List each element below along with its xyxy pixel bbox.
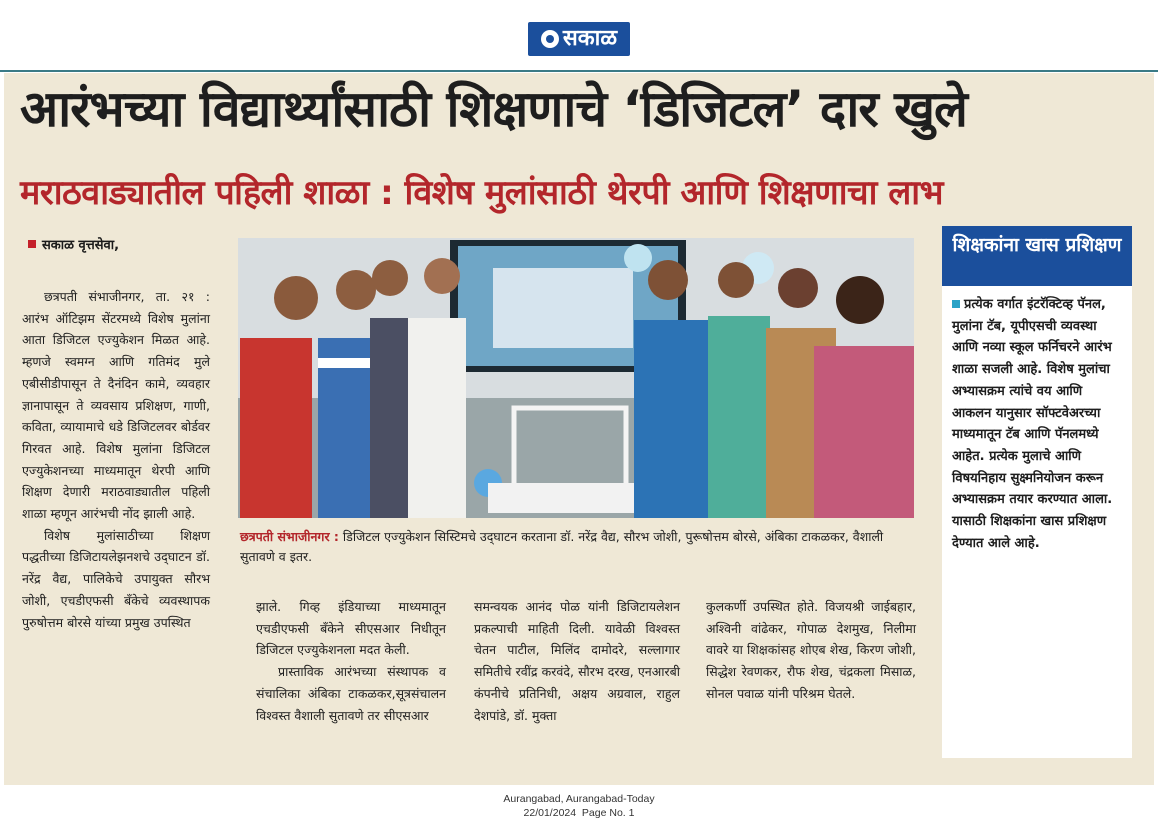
- byline-text: सकाळ वृत्तसेवा,: [42, 238, 120, 253]
- sidebar-body: [942, 286, 1132, 554]
- headline: आरंभच्या विद्यार्थ्यांसाठी शिक्षणाचे ‘डिजिटल’ दार खुले: [20, 80, 967, 138]
- page-footer: [0, 792, 1158, 820]
- photo-caption: [240, 527, 910, 567]
- logo-text: सकाळ: [562, 26, 618, 51]
- footer-edition: Aurangabad, Aurangabad-Today: [503, 793, 655, 805]
- article-column-1: [22, 286, 210, 633]
- sidebar-text: प्रत्येक वर्गात इंटरॅक्टिव्ह पॅनल, मुलांना टॅब, यूपीएसची व्यवस्था आणि नव्या स्कूल फर्निचरने आरंभ शाळा सजली आहे. विशेष मुलांचा अभ्यासक्रम त्यांचे वय आणि आकलन यानुसार सॉफ्टवेअरच्या माध्यमातून टॅब आणि पॅनलमध्ये आहेत. प्रत्येक मुलाचे आणि विषयनिहाय सुक्ष्मनियोजन करून अभ्यासक्रम तयार करण्यात आला. यासाठी शिक्षकांना खास प्रशिक्षण देण्यात आले आहे.: [952, 297, 1113, 551]
- sidebar-title: शिक्षकांना खास प्रशिक्षण: [942, 226, 1132, 286]
- article-column-4: [706, 596, 916, 705]
- masthead-rule: [0, 70, 1158, 72]
- event-photo: [238, 238, 914, 518]
- article-column-2: [256, 596, 446, 726]
- paragraph: समन्वयक आनंद पोळ यांनी डिजिटायलेशन प्रकल्पाची माहिती दिली. यावेळी विश्वस्त चेतन पाटील, मिलिंद दामोदरे, सल्लागार समितीचे रवींद्र करवंदे, सौरभ दरख, एनआरबी कंपनीचे प्रतिनिधी, अक्षय अग्रवाल, राहुल देशपांडे, डॉ. मुक्ता: [474, 599, 680, 723]
- subheadline: मराठवाड्यातील पहिली शाळा : विशेष मुलांसाठी थेरपी आणि शिक्षणाचा लाभ: [20, 173, 943, 213]
- paragraph: विशेष मुलांसाठीच्या शिक्षण पद्धतीच्या डिजिटायलेझनशचे उद्‍घाटन डॉ. नरेंद्र वैद्य, पालिकेचे उपायुक्त सौरभ जोशी, एचडीएफसी बँकेचे व्यवस्थापक पुरुषोत्तम बोरसे यांच्या प्रमुख उपस्थित: [22, 527, 210, 630]
- paragraph: छत्रपती संभाजीनगर, ता. २१ : आरंभ ऑटिझम सेंटरमध्ये विशेष मुलांना आता डिजिटल एज्युकेशन मिळत आहे. म्हणजे स्वमग्न आणि गतिमंद मुले एबीसीडीपासून ते दैनंदिन कामे, व्यवहार ज्ञानापासून ते व्यवसाय प्रशिक्षण, गाणी, कविता, व्यायामाचे धडे डिजिटलवर बोर्डवर गिरवत आहे. विशेष मुलांना डिजिटल एज्युकेशनच्या माध्यमातून थेरपी आणि शिक्षण देणारी मराठवाड्यातील पहिली शाळा म्हणून आरंभची नोंद झाली आहे.: [22, 289, 210, 522]
- byline: [28, 235, 119, 253]
- newspaper-logo: [528, 22, 630, 56]
- sidebar-box: [942, 226, 1132, 758]
- bullet-square-icon: [952, 300, 960, 308]
- paragraph: प्रास्ताविक आरंभच्या संस्थापक व संचालिका अंबिका टाकळकर,सूत्रसंचालन विश्वस्त वैशाली सुतावणे तर सीएसआर: [256, 664, 446, 723]
- paragraph: कुलकर्णी उपस्थित होते. विजयश्री जाईबहार, अश्विनी वांढेकर, गोपाळ देशमुख, निलीमा वावरे या शिक्षकांसह शोएब शेख, किरण जोशी, सिद्धेश रेवणकर, रौफ शेख, चंद्रकला मिसाळ, सोनल पवाळ यांनी परिश्रम घेतले.: [706, 599, 916, 701]
- bullet-square-icon: [28, 240, 36, 248]
- caption-text: डिजिटल एज्युकेशन सिस्टिमचे उद्‍घाटन करताना डॉ. नरेंद्र वैद्य, सौरभ जोशी, पुरूषोत्तम बोरसे, अंबिका टाकळकर, वैशाली सुतावणे व इतर.: [240, 529, 884, 564]
- caption-place: छत्रपती संभाजीनगर :: [240, 529, 339, 544]
- logo-emblem-icon: [541, 30, 559, 48]
- footer-date-page: 22/01/2024 Page No. 1: [523, 807, 635, 819]
- paragraph: झाले. गिव्ह इंडियाच्या माध्यमातून एचडीएफसी बँकेने सीएसआर निधीतून डिजिटल एज्युकेशनला मदत केली.: [256, 599, 446, 658]
- article-column-3: [474, 596, 680, 726]
- inauguration-photo-illustration: [238, 238, 914, 518]
